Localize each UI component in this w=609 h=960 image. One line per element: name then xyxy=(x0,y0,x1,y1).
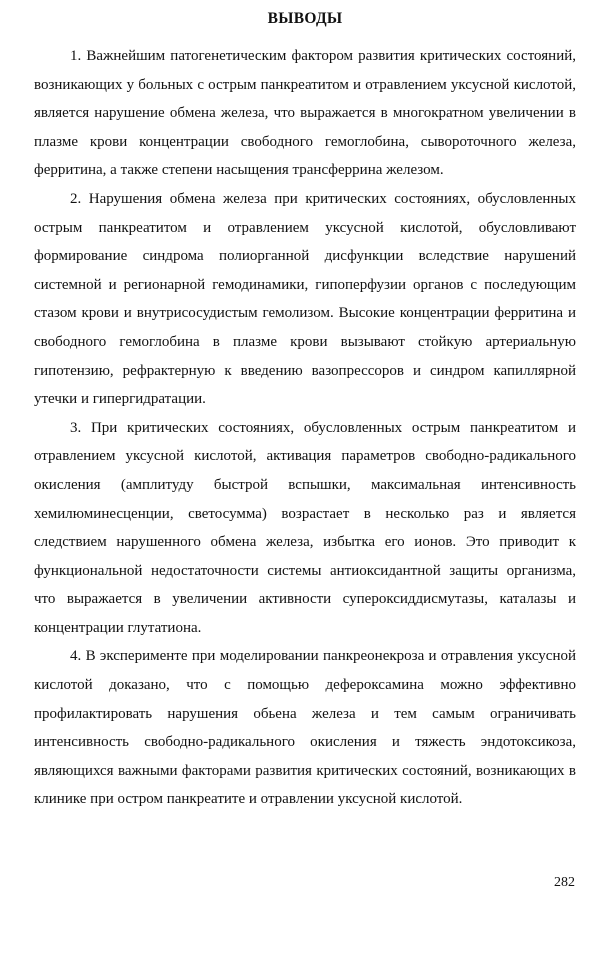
conclusion-paragraph-2: 2. Нарушения обмена железа при критических состояниях, обусловленных острым панкреатитом и отравлением уксусной кислотой, обусловливают формирование синдрома полиорганной дисфункции вследствие нарушений системной и регионарной гемодинамики, гипоперфузии органов с последующим стазом крови и внутрисосудистым гемолизом. Высокие концентрации ферритина и свободного гемоглобина в плазме крови вызывают стойкую артериальную гипотензию, рефрактерную к введению вазопрессоров и синдром капиллярной утечки и гипергидратации. xyxy=(34,190,576,408)
page-number: 282 xyxy=(554,875,575,890)
conclusion-paragraph-3: 3. При критических состояниях, обусловленных острым панкреатитом и отравлением уксусной кислотой, активация параметров свободно-радикального окисления (амплитуду быстрой вспышки, максимальная интенсивность хемилюминесценции, светосумма) возрастает в несколько раз и является следствием нарушенного обмена железа, избытка его ионов. Это приводит к функциональной недостаточности системы антиоксидантной защиты организма, что выражается в увеличении активности супероксиддисмутазы, каталазы и концентрации глутатиона. xyxy=(34,419,576,636)
conclusion-paragraph-4: 4. В эксперименте при моделировании панкреонекроза и отравления уксусной кислотой доказано, что с помощью дефероксамина можно эффективно профилактировать нарушения обьена железа и тем самым ограничивать интенсивность свободно-радикального окисления и тяжесть эндотоксикоза, являющихся важными факторами развития критических состояний, возникающих в клинике при остром панкреатите и отравлении уксусной кислотой. xyxy=(34,648,576,808)
document-page xyxy=(34,9,576,814)
conclusion-paragraph-1: 1. Важнейшим патогенетическим фактором развития критических состояний, возникающих у больных с острым панкреатитом и отравлением уксусной кислотой, является нарушение обмена железа, что выражается в многократном увеличении в плазме крови концентрации свободного гемоглобина, сывороточного железа, ферритина, а также степени насыщения трансферрина железом. xyxy=(34,48,576,179)
page-title: ВЫВОДЫ xyxy=(267,10,343,27)
